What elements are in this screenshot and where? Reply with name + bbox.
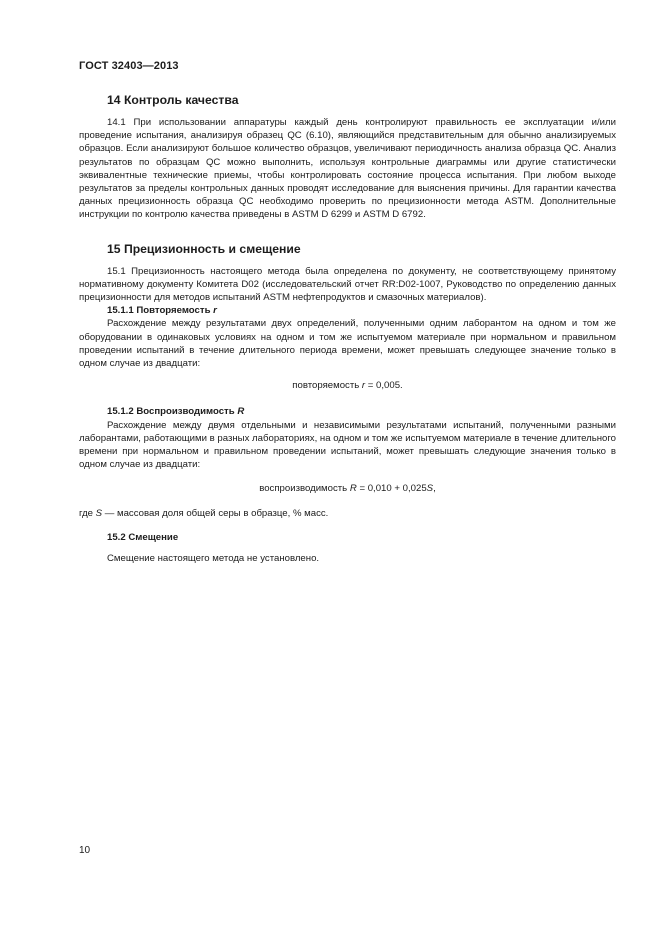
repeatability-symbol: r bbox=[213, 305, 217, 317]
formula-mid: = 0,010 + 0,025 bbox=[356, 483, 427, 495]
subsection-15-1-1-title bbox=[107, 304, 616, 317]
formula-value: = 0,005. bbox=[365, 380, 403, 392]
paragraph-14-1: 14.1 При использовании аппаратуры каждый день контролируют правильность ее эксплуатации и/или проведение испытания, анализируя образец QC (6.10), являющийся представительным для обычно анализируемых образцов. Если анализируют большое количество образцов, увеличивают периодичность анализа образца QC. Анализ результатов по образцам QC можно выполнить, используя контрольные диаграммы или другие статистически эквивалентные технические приемы, чтобы контролировать состояние процесса испытания. При любом выходе результатов за пределы контрольных данных проводят исследование для выяснения причины. Для гарантии качества данных прецизионность образца QC необходимо проверить по прецизионности метода ASTM. Дополнительные инструкции по контролю качества приведены в ASTM D 6299 и ASTM D 6792. bbox=[79, 117, 616, 221]
where-clause bbox=[79, 507, 616, 520]
subsection-15-1-2-label: 15.1.2 Воспроизводимость bbox=[107, 406, 238, 418]
section-15-title: 15 Прецизионность и смещение bbox=[107, 241, 301, 256]
section-14-title: 14 Контроль качества bbox=[107, 93, 239, 107]
subsection-15-1-1-label: 15.1.1 Повторяемость bbox=[107, 305, 214, 317]
subsection-15-1-2-title bbox=[107, 405, 616, 418]
paragraph-15-1-1: Расхождение между результатами двух определений, полученными одним лаборантом на одном и том же оборудовании в одинаковых условиях на одном и том же испытуемом материале при нормальном и правильном проведении испытаний в течение длительного периода времени, может превышать следующее значение только в одном случае из двадцати: bbox=[79, 318, 616, 370]
formula-symbol: R bbox=[349, 483, 357, 495]
where-text: — массовая доля общей серы в образце, % масс. bbox=[102, 507, 329, 519]
page-number: 10 bbox=[79, 845, 91, 856]
where-symbol: S bbox=[95, 507, 103, 519]
document-code: ГОСТ 32403—2013 bbox=[79, 60, 179, 72]
paragraph-15-1-2: Расхождение между двумя отдельными и независимыми результатами испытаний, полученными разными лаборантами, работающими в разных лабораториях, на одном и том же испытуемом материале в течение длительного времени при нормальном и правильном проведении испытаний, может превышать следующие значения только в одном случае из двадцати: bbox=[79, 419, 616, 471]
paragraph-15-2: Смещение настоящего метода не установлено. bbox=[107, 553, 320, 565]
page-content bbox=[79, 93, 616, 565]
formula-variable: S bbox=[426, 483, 434, 495]
where-prefix: где bbox=[79, 507, 96, 519]
formula-end: , bbox=[433, 483, 436, 495]
reproducibility-formula bbox=[79, 482, 616, 495]
paragraph-15-1: 15.1 Прецизионность настоящего метода была определена по документу, не соответствующему принятому нормативному документу Комитета D02 (исследовательский отчет RR:D02-1007, Руководство по определению данных прецизионности для методов испытаний ASTM нефтепродуктов и смазочных материалов). bbox=[79, 265, 616, 304]
formula-prefix: воспроизводимость bbox=[259, 483, 350, 495]
reproducibility-symbol: R bbox=[237, 406, 245, 418]
subsection-15-2-title: 15.2 Смещение bbox=[107, 531, 179, 543]
repeatability-formula bbox=[79, 379, 616, 392]
formula-prefix: повторяемость bbox=[292, 380, 362, 392]
formula-symbol: r bbox=[361, 380, 366, 392]
